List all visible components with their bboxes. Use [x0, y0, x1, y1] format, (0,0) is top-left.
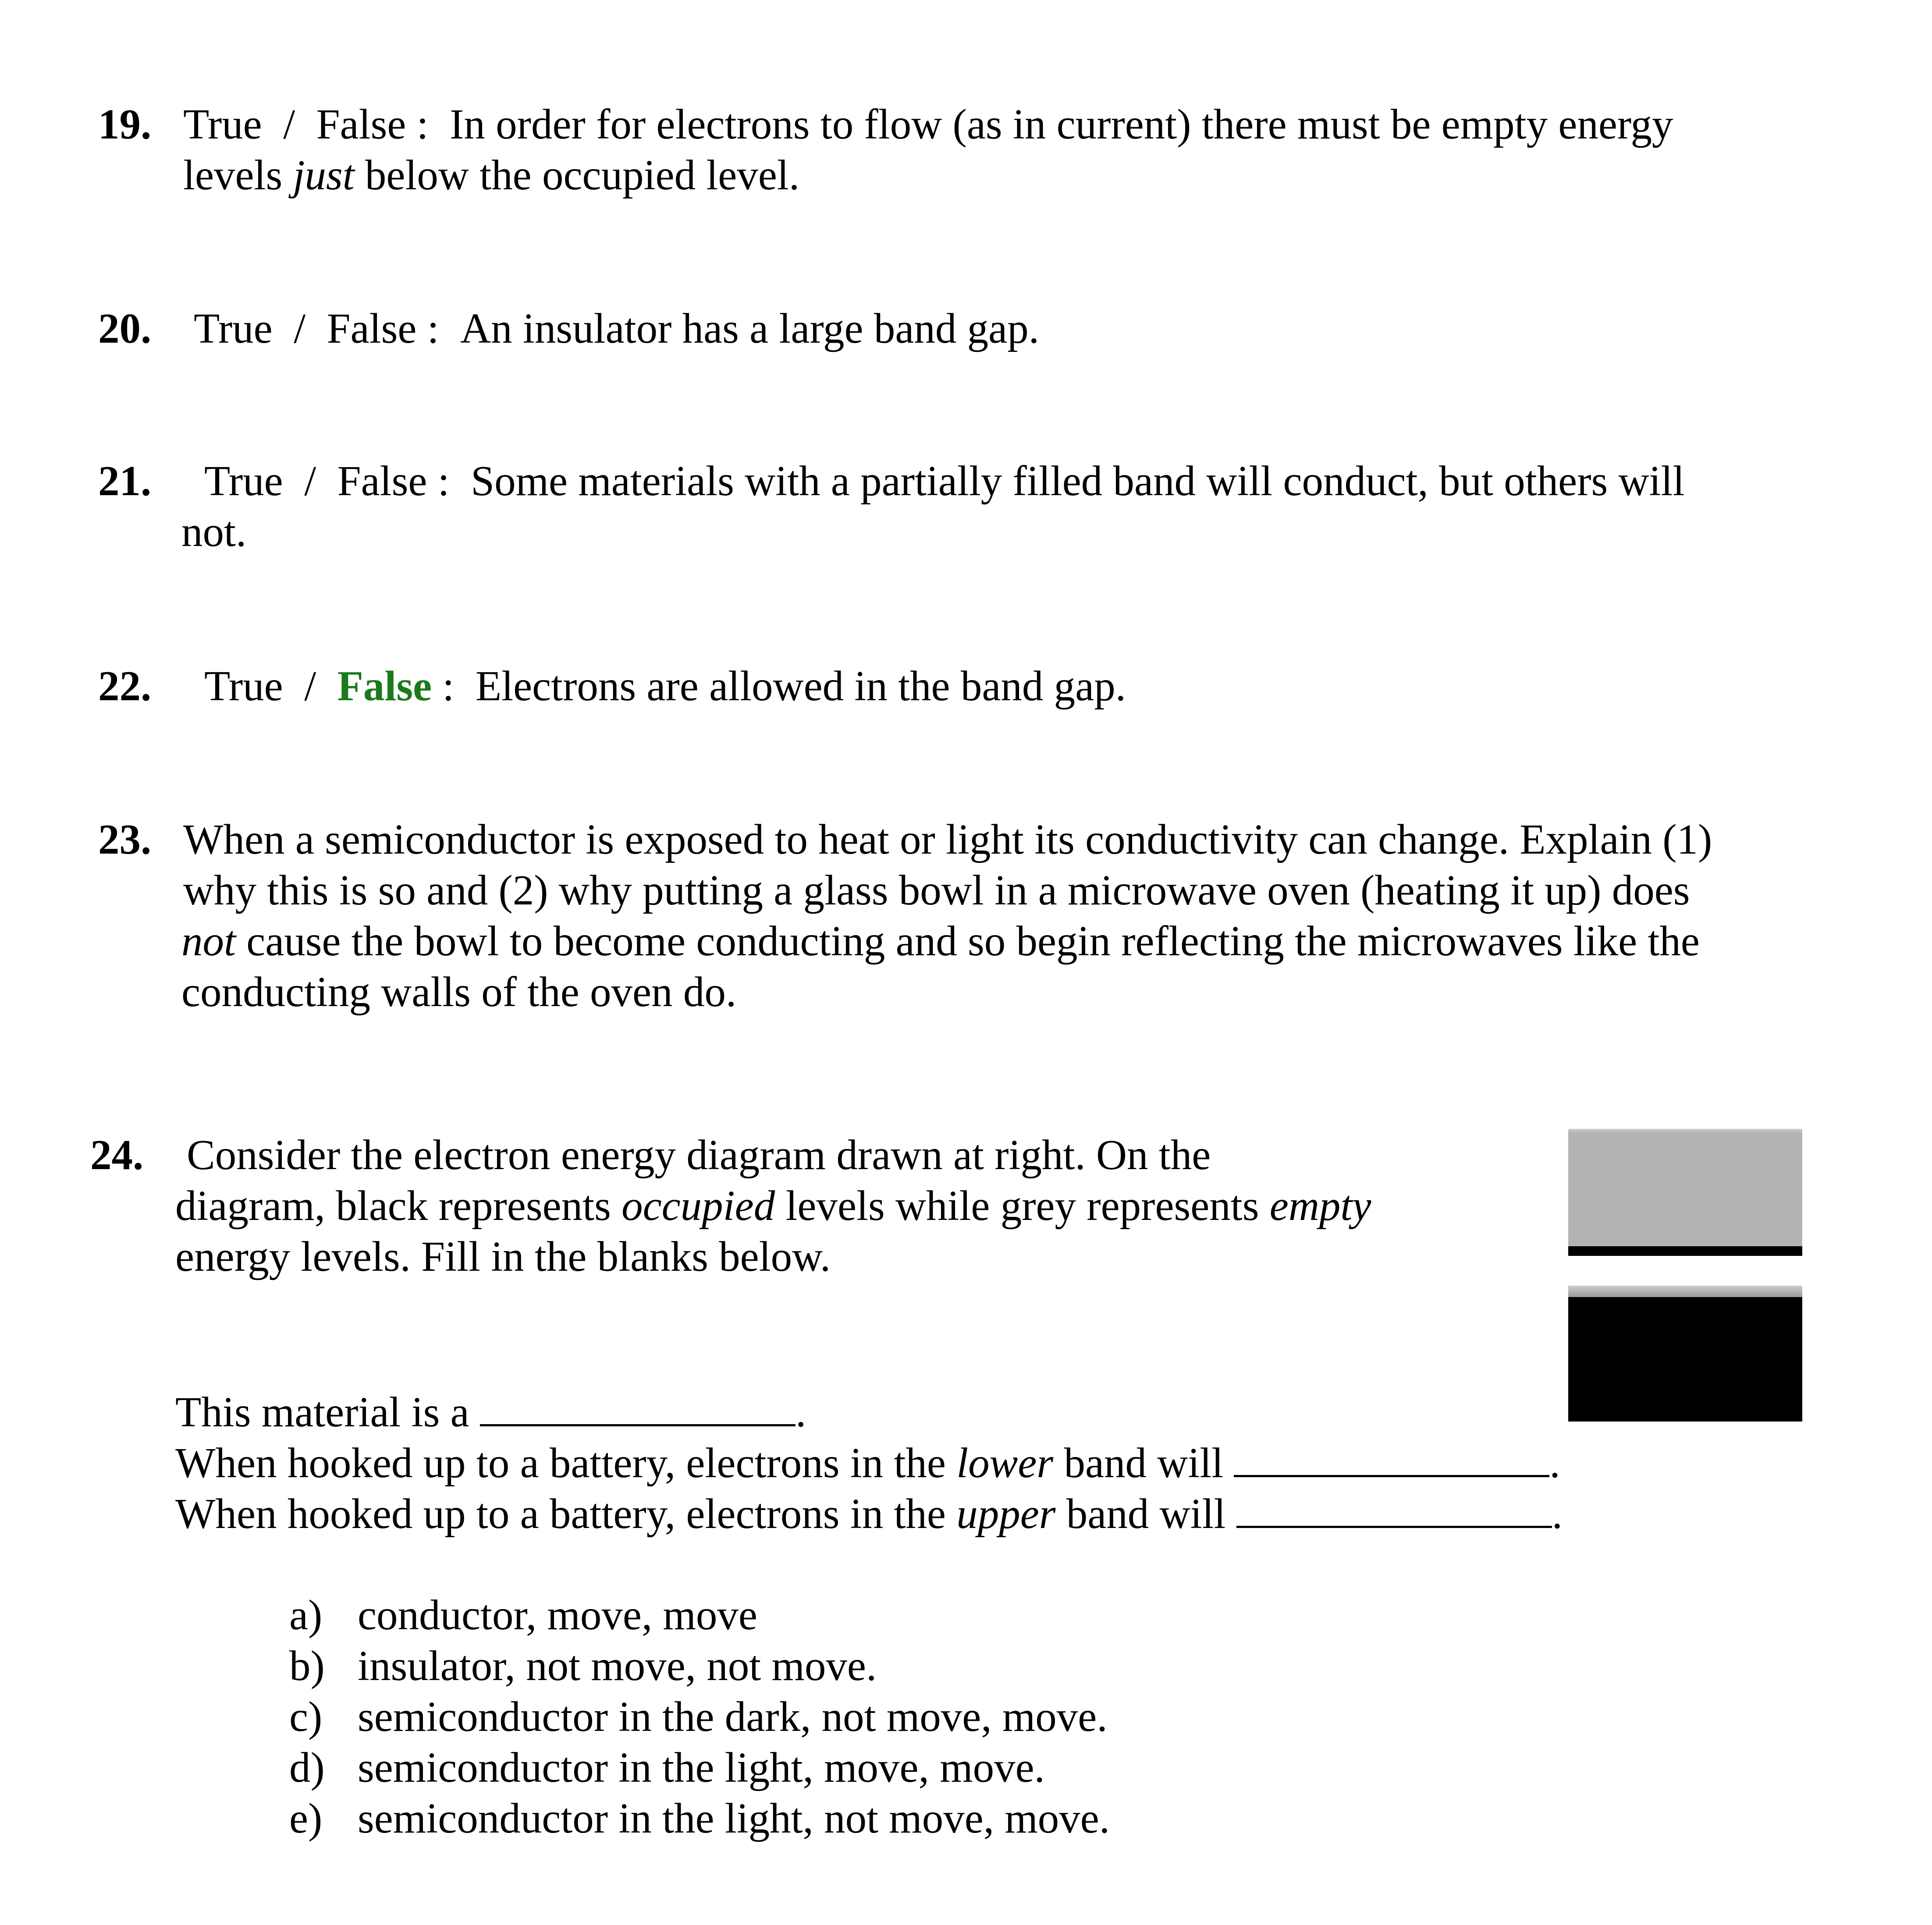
text-segment: band will — [1055, 1490, 1236, 1537]
text-segment: below the occupied level. — [354, 152, 800, 199]
true-option[interactable]: True — [183, 101, 262, 148]
emphasis-text: occupied — [622, 1182, 775, 1229]
question-line-1: When a semiconductor is exposed to heat or light its conductivity can change. Explain (1) — [183, 816, 1712, 863]
text-segment: When hooked up to a battery, electrons in the — [175, 1490, 957, 1537]
question-line — [204, 456, 1684, 507]
choice-letter: a) — [289, 1592, 323, 1638]
choice-text[interactable]: semiconductor in the dark, not move, move. — [358, 1693, 1108, 1740]
choice-letter: e) — [289, 1795, 323, 1842]
question-line — [204, 661, 1126, 712]
question-text: Electrons are allowed in the band gap. — [475, 663, 1126, 709]
colon: : — [442, 663, 455, 709]
text-segment: . — [795, 1389, 806, 1436]
choice-text[interactable]: conductor, move, move — [358, 1592, 757, 1638]
text-segment: When hooked up to a battery, electrons in the — [175, 1439, 957, 1486]
choice-letter: b) — [289, 1642, 325, 1689]
answer-blank[interactable] — [1234, 1436, 1549, 1477]
question-number: 23. — [98, 816, 152, 863]
question-line-3 — [181, 916, 1700, 967]
question-number: 22. — [98, 663, 152, 709]
option-separator: / — [283, 101, 295, 148]
empty-band — [1568, 1129, 1802, 1246]
false-option[interactable]: False — [327, 305, 417, 352]
blank-line-2 — [175, 1436, 1560, 1489]
emphasis-text: lower — [956, 1439, 1054, 1486]
colon: : — [416, 101, 429, 148]
choice-text[interactable]: semiconductor in the light, move, move. — [358, 1744, 1045, 1791]
question-number: 24. — [90, 1131, 144, 1178]
occupied-thin-level — [1568, 1246, 1802, 1256]
blank-line-3 — [175, 1486, 1563, 1539]
occupied-band — [1568, 1297, 1802, 1422]
option-separator: / — [304, 457, 316, 504]
answer-blank[interactable] — [480, 1385, 796, 1426]
choice-text[interactable]: insulator, not move, not move. — [358, 1642, 877, 1689]
colon: : — [427, 305, 439, 352]
emphasis-text: not — [181, 918, 236, 964]
choice-letter: d) — [289, 1744, 325, 1791]
question-text: Some materials with a partially filled band will conduct, but others will — [471, 457, 1685, 504]
question-line-2 — [175, 1181, 1371, 1231]
choice-letter: c) — [289, 1693, 323, 1740]
emphasis-text: empty — [1269, 1182, 1371, 1229]
false-option[interactable]: False — [337, 457, 427, 504]
question-line-1: Consider the electron energy diagram drawn at right. On the — [187, 1131, 1211, 1178]
blank-line-1 — [175, 1385, 806, 1438]
false-option-selected[interactable]: False — [337, 663, 432, 709]
answer-blank[interactable] — [1236, 1486, 1552, 1528]
question-number: 21. — [98, 457, 152, 504]
text-segment: This material is a — [175, 1389, 480, 1436]
text-segment: band will — [1053, 1439, 1234, 1486]
true-option[interactable]: True — [194, 305, 273, 352]
text-segment: cause the bowl to become conducting and so begin reflecting the microwaves like the — [235, 918, 1700, 964]
true-option[interactable]: True — [204, 663, 283, 709]
text-segment: levels while grey represents — [775, 1182, 1270, 1229]
question-number: 19. — [98, 101, 152, 148]
text-segment: . — [1552, 1490, 1563, 1537]
question-line-2: why this is so and (2) why putting a glass bowl in a microwave oven (heating it up) does — [183, 867, 1690, 914]
question-line — [183, 99, 1673, 150]
colon: : — [437, 457, 450, 504]
question-line-2: not. — [181, 508, 247, 555]
question-line-3: energy levels. Fill in the blanks below. — [175, 1233, 831, 1280]
option-separator: / — [304, 663, 316, 709]
text-segment: levels — [183, 152, 293, 199]
emphasis-text: upper — [956, 1490, 1056, 1537]
emphasis-text: just — [293, 152, 355, 199]
question-text: In order for electrons to flow (as in current) there must be empty energy — [450, 101, 1673, 148]
choice-text[interactable]: semiconductor in the light, not move, move. — [358, 1795, 1110, 1842]
question-line-2 — [183, 150, 799, 201]
text-segment: diagram, black represents — [175, 1182, 622, 1229]
question-line-4: conducting walls of the oven do. — [181, 968, 737, 1015]
true-option[interactable]: True — [204, 457, 283, 504]
empty-band-edge — [1568, 1286, 1802, 1297]
question-number: 20. — [98, 305, 152, 352]
question-text: An insulator has a large band gap. — [460, 305, 1039, 352]
option-separator: / — [294, 305, 306, 352]
question-line — [194, 303, 1039, 354]
text-segment: . — [1549, 1439, 1560, 1486]
false-option[interactable]: False — [316, 101, 406, 148]
